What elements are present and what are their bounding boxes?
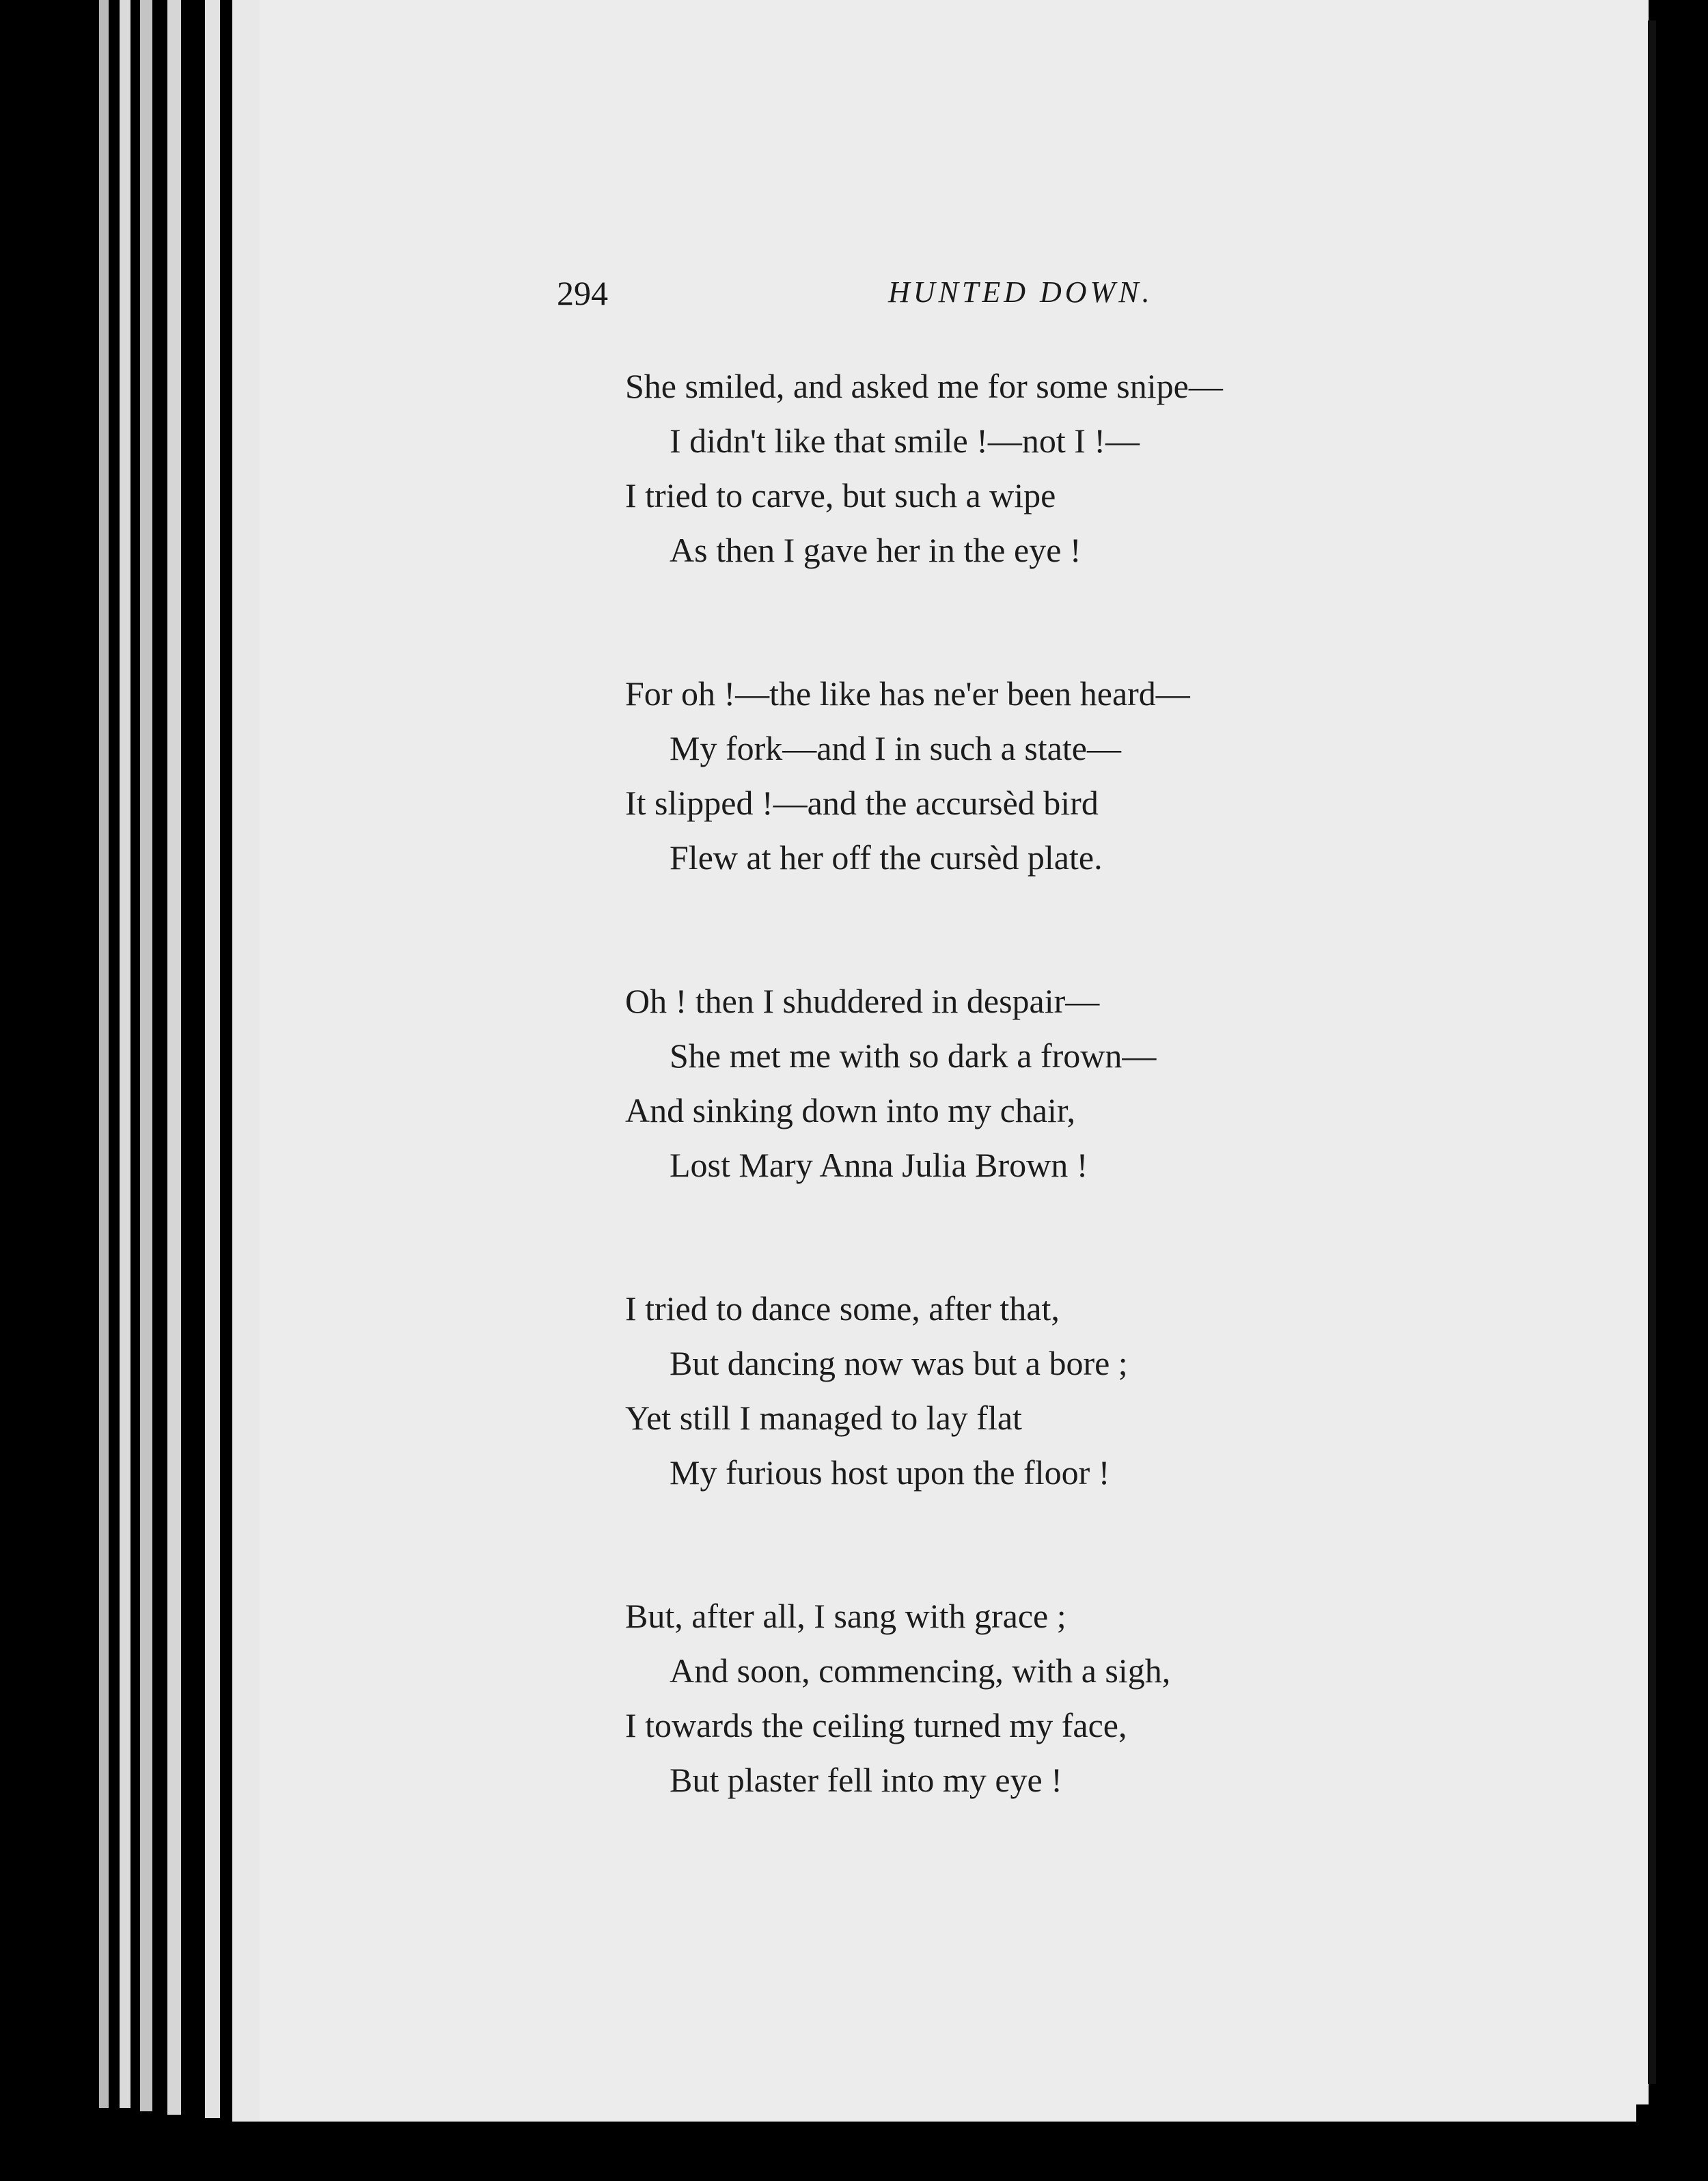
poem-line: She smiled, and asked me for some snipe— <box>625 367 1223 405</box>
poem-line: I tried to carve, but such a wipe <box>625 476 1056 515</box>
poem-line: And soon, commencing, with a sigh, <box>670 1651 1171 1690</box>
poem-line: My fork—and I in such a state— <box>670 729 1121 767</box>
running-title: HUNTED DOWN. <box>888 275 1153 309</box>
running-head <box>260 273 1636 328</box>
poem-line: As then I gave her in the eye ! <box>670 531 1082 569</box>
poem-line: But dancing now was but a bore ; <box>670 1344 1128 1382</box>
poem-line: It slipped !—and the accursèd bird <box>625 784 1099 822</box>
page-edge <box>140 0 152 2111</box>
poem-line: But plaster fell into my eye ! <box>670 1761 1062 1799</box>
poem <box>260 359 1636 1896</box>
stanza <box>260 666 1636 885</box>
poem-line: Flew at her off the cursèd plate. <box>670 838 1103 877</box>
stanza <box>260 974 1636 1192</box>
poem-line: My furious host upon the floor ! <box>670 1453 1110 1492</box>
poem-line: I tried to dance some, after that, <box>625 1289 1060 1328</box>
book-page <box>260 0 1636 2122</box>
poem-line: Oh ! then I shuddered in despair— <box>625 982 1100 1020</box>
poem-line: Yet still I managed to lay flat <box>625 1399 1022 1437</box>
poem-line: And sinking down into my chair, <box>625 1091 1076 1129</box>
poem-line: For oh !—the like has ne'er been heard— <box>625 674 1190 713</box>
stanza <box>260 359 1636 577</box>
facing-page-edge <box>1636 0 1649 2104</box>
page-number: 294 <box>557 274 608 312</box>
page-edge <box>232 0 260 2122</box>
page-edge <box>99 0 109 2108</box>
poem-line: Lost Mary Anna Julia Brown ! <box>670 1146 1088 1184</box>
poem-line: But, after all, I sang with grace ; <box>625 1597 1066 1635</box>
poem-line: I didn't like that smile !—not I !— <box>670 422 1140 460</box>
poem-line: She met me with so dark a frown— <box>670 1037 1157 1075</box>
stanza <box>260 1281 1636 1500</box>
stanza <box>260 1589 1636 1807</box>
gutter-shadow <box>1648 20 1656 2084</box>
poem-line: I towards the ceiling turned my face, <box>625 1706 1127 1744</box>
page-edge <box>167 0 181 2115</box>
page-edge <box>205 0 220 2118</box>
page-edge <box>120 0 130 2108</box>
